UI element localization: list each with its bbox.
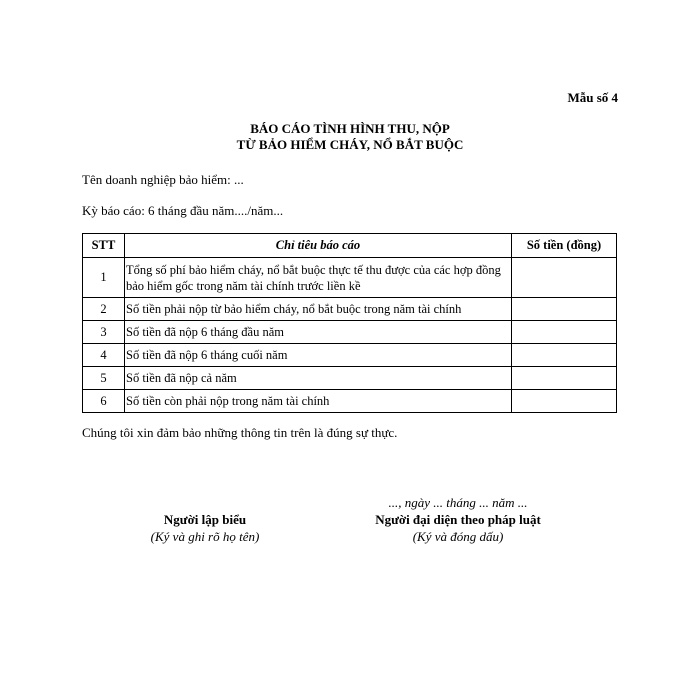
row-stt: 2 (83, 298, 125, 321)
confirmation-statement: Chúng tôi xin đảm bảo những thông tin trên là đúng sự thực. (82, 425, 398, 440)
table-row (83, 298, 617, 321)
header-indicator: Chỉ tiêu báo cáo (125, 234, 512, 258)
preparer-signature-block (110, 511, 300, 545)
table-row (83, 258, 617, 298)
row-amount-cell (512, 344, 617, 367)
representative-signature-block (343, 494, 573, 545)
title-line-1: BÁO CÁO TÌNH HÌNH THU, NỘP (250, 121, 450, 136)
company-name-field: Tên doanh nghiệp bảo hiểm: ... (82, 172, 244, 187)
representative-note: (Ký và đóng dấu) (412, 529, 504, 544)
row-stt: 1 (83, 258, 125, 298)
title-line-2: TỪ BẢO HIỂM CHÁY, NỔ BẮT BUỘC (236, 137, 464, 152)
preparer-title: Người lập biểu (163, 512, 247, 527)
table-row (83, 367, 617, 390)
row-indicator: Số tiền còn phải nộp trong năm tài chính (125, 390, 512, 413)
table-header-row (83, 234, 617, 258)
row-indicator: Số tiền đã nộp 6 tháng cuối năm (125, 344, 512, 367)
header-stt: STT (83, 234, 125, 258)
row-indicator: Số tiền đã nộp 6 tháng đầu năm (125, 321, 512, 344)
row-amount-cell (512, 298, 617, 321)
row-amount-cell (512, 367, 617, 390)
row-stt: 5 (83, 367, 125, 390)
row-amount-cell (512, 321, 617, 344)
preparer-note: (Ký và ghi rõ họ tên) (150, 529, 260, 544)
date-line: ..., ngày ... tháng ... năm ... (388, 495, 528, 510)
report-period-field: Kỳ báo cáo: 6 tháng đầu năm..../năm... (82, 203, 284, 218)
row-indicator: Tổng số phí bảo hiểm cháy, nổ bắt buộc thực tế thu được của các hợp đồng bảo hiểm gốc trong năm tài chính trước liền kề (125, 258, 512, 298)
row-indicator: Số tiền phải nộp từ bảo hiểm cháy, nổ bắt buộc trong năm tài chính (125, 298, 512, 321)
header-amount: Số tiền (đồng) (512, 234, 617, 258)
representative-title: Người đại diện theo pháp luật (375, 512, 541, 527)
row-stt: 3 (83, 321, 125, 344)
row-amount-cell (512, 390, 617, 413)
table-row (83, 390, 617, 413)
form-number: Mẫu số 4 (567, 90, 618, 105)
report-title (0, 121, 700, 153)
table-row (83, 321, 617, 344)
table-row (83, 344, 617, 367)
row-stt: 6 (83, 390, 125, 413)
report-table (82, 233, 617, 413)
row-stt: 4 (83, 344, 125, 367)
row-amount-cell (512, 258, 617, 298)
row-indicator: Số tiền đã nộp cả năm (125, 367, 512, 390)
